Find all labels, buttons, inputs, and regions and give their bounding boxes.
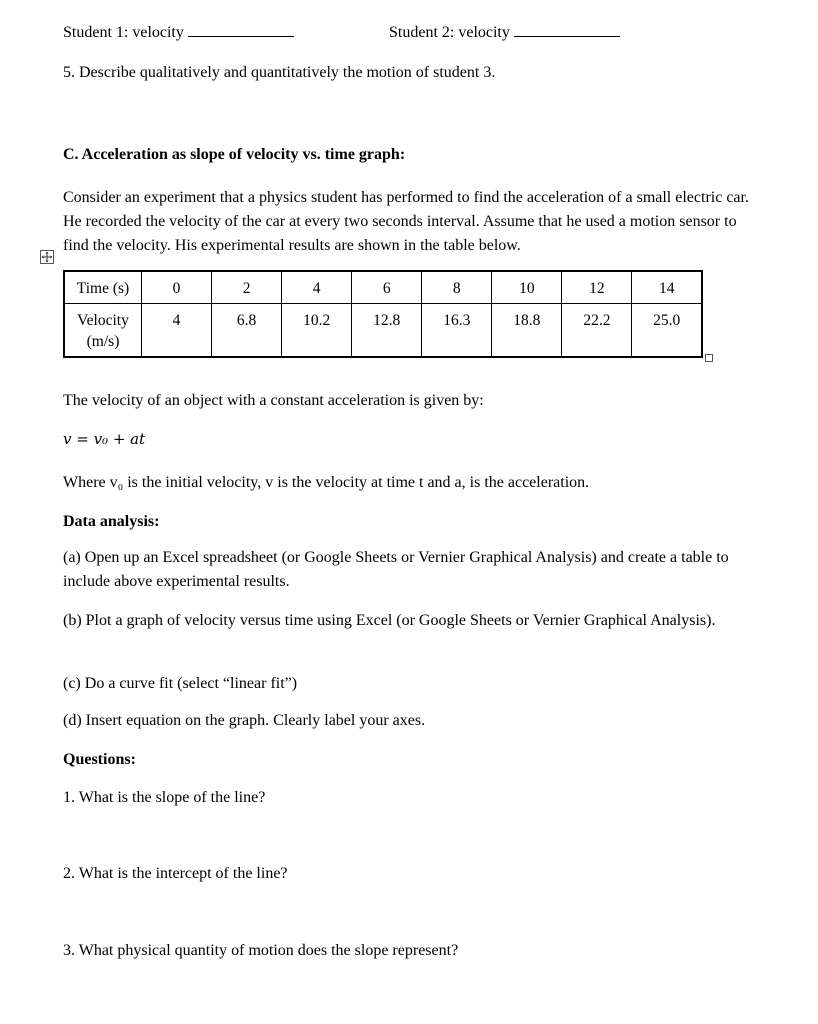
- question-intercept: 2. What is the intercept of the line?: [63, 865, 288, 882]
- velocity-formula-lead: The velocity of an object with a constant acceleration is given by:: [63, 392, 484, 409]
- student2-answer-blank[interactable]: [514, 22, 620, 37]
- time-cell: 12: [562, 271, 632, 304]
- time-cell: 8: [422, 271, 492, 304]
- student2-label: Student 2: velocity: [389, 24, 510, 41]
- question-physical-quantity: 3. What physical quantity of motion does the slope represent?: [63, 942, 459, 959]
- questions-heading: Questions:: [63, 751, 136, 768]
- velocity-cell: 12.8: [352, 304, 422, 358]
- time-cell: 14: [632, 271, 702, 304]
- section-c-intro: Consider an experiment that a physics student has performed to find the acceleration of a small electric car. He recorded the velocity of the car at every two seconds interval. Assume that he used a motion sensor to find the velocity. His experimental results are shown in the table below.: [63, 189, 749, 254]
- section-c-title: C. Acceleration as slope of velocity vs. time graph:: [63, 146, 406, 163]
- analysis-step-b: (b) Plot a graph of velocity versus time using Excel (or Google Sheets or Vernier Graphical Analysis).: [63, 612, 716, 629]
- velocity-cell: 4: [142, 304, 212, 358]
- question-5: 5. Describe qualitatively and quantitatively the motion of student 3.: [63, 64, 496, 81]
- time-cell: 0: [142, 271, 212, 304]
- time-cell: 6: [352, 271, 422, 304]
- table-row-time: [64, 271, 702, 304]
- velocity-header-cell: Velocity (m/s): [64, 304, 142, 358]
- velocity-cell: 16.3: [422, 304, 492, 358]
- table-resize-icon[interactable]: [705, 354, 713, 362]
- analysis-step-a: (a) Open up an Excel spreadsheet (or Google Sheets or Vernier Graphical Analysis) and create a table to include above experimental results.: [63, 549, 729, 590]
- time-cell: 10: [492, 271, 562, 304]
- student1-label: Student 1: velocity: [63, 24, 184, 41]
- variable-definitions: Where v₀ is the initial velocity, v is the velocity at time t and a, is the acceleration.: [63, 474, 590, 491]
- table-row-velocity: [64, 304, 702, 358]
- velocity-cell: 6.8: [212, 304, 282, 358]
- time-cell: 2: [212, 271, 282, 304]
- time-header-cell: Time (s): [64, 271, 142, 304]
- velocity-time-table: [63, 270, 703, 358]
- student1-answer-blank[interactable]: [188, 22, 294, 37]
- time-cell: 4: [282, 271, 352, 304]
- velocity-cell: 18.8: [492, 304, 562, 358]
- velocity-equation: v = v₀ + at: [63, 430, 146, 448]
- velocity-cell: 10.2: [282, 304, 352, 358]
- table-move-icon[interactable]: [40, 250, 54, 264]
- data-analysis-heading: Data analysis:: [63, 513, 160, 530]
- velocity-cell: 25.0: [632, 304, 702, 358]
- analysis-step-d: (d) Insert equation on the graph. Clearly label your axes.: [63, 712, 426, 729]
- velocity-cell: 22.2: [562, 304, 632, 358]
- student2-velocity-line: [389, 22, 620, 42]
- question-slope: 1. What is the slope of the line?: [63, 789, 266, 806]
- student1-velocity-line: [63, 22, 294, 42]
- analysis-step-c: (c) Do a curve fit (select “linear fit”): [63, 675, 298, 692]
